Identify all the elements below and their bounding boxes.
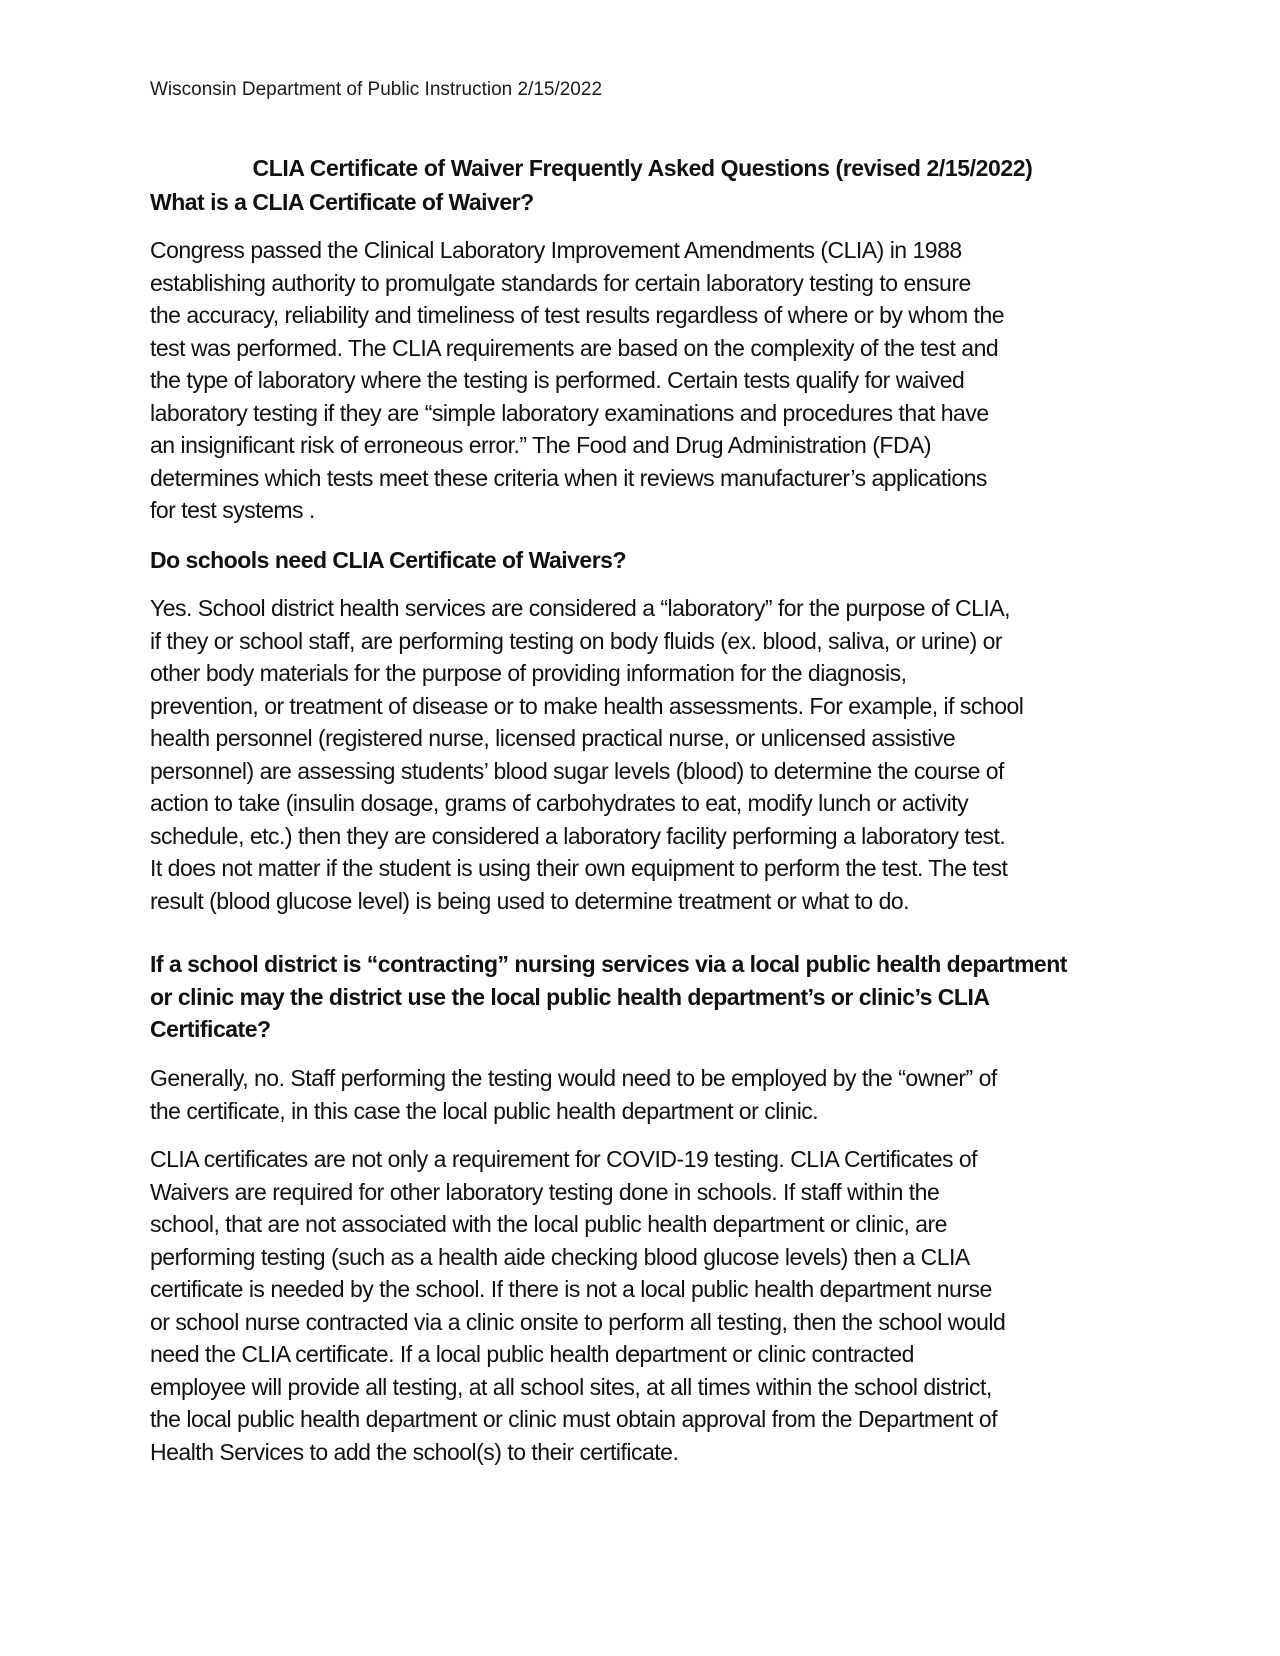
paragraph-line: Congress passed the Clinical Laboratory Improvement Amendments (CLIA) in 1988 xyxy=(150,237,962,263)
paragraph-line: Generally, no. Staff performing the testing would need to be employed by the “owner” of xyxy=(150,1065,997,1091)
paragraph-line: action to take (insulin dosage, grams of carbohydrates to eat, modify lunch or activity xyxy=(150,790,969,816)
paragraph-line: health personnel (registered nurse, licensed practical nurse, or unlicensed assistive xyxy=(150,725,956,751)
question-do-schools-need-waivers xyxy=(150,544,1135,577)
paragraph-line: Waivers are required for other laboratory testing done in schools. If staff within the xyxy=(150,1178,940,1205)
question-line: If a school district is “contracting” nursing services via a local public health department xyxy=(150,951,1067,977)
paragraph-line: for test systems . xyxy=(150,497,315,523)
question-line: Do schools need CLIA Certificate of Waivers? xyxy=(150,547,627,573)
paragraph-line: It does not matter if the student is using their own equipment to perform the test. The test xyxy=(150,855,1008,881)
paragraph-line: the certificate, in this case the local public health department or clinic. xyxy=(150,1097,819,1124)
running-header: Wisconsin Department of Public Instruction 2/15/2022 xyxy=(150,79,603,100)
answer-paragraph xyxy=(150,592,1135,917)
paragraph-line: if they or school staff, are performing testing on body fluids (ex. blood, saliva, or urine) or xyxy=(150,627,1003,654)
paragraph-line: result (blood glucose level) is being used to determine treatment or what to do. xyxy=(150,887,910,914)
paragraph-line: Health Services to add the school(s) to their certificate. xyxy=(150,1438,679,1465)
document-title: CLIA Certificate of Waiver Frequently Asked Questions (revised 2/15/2022) xyxy=(252,155,1033,181)
paragraph-line: an insignificant risk of erroneous error.” The Food and Drug Administration (FDA) xyxy=(150,432,932,458)
question-what-is-clia-waiver xyxy=(150,186,1135,219)
paragraph-line: the local public health department or clinic must obtain approval from the Department of xyxy=(150,1406,998,1432)
question-line: or clinic may the district use the local public health department’s or clinic’s CLIA xyxy=(150,983,990,1010)
paragraph-line: certificate is needed by the school. If there is not a local public health department nurse xyxy=(150,1276,992,1302)
paragraph-line: or school nurse contracted via a clinic onsite to perform all testing, then the school would xyxy=(150,1308,1006,1335)
question-line: Certificate? xyxy=(150,1016,271,1042)
paragraph-line: schedule, etc.) then they are considered a laboratory facility performing a laboratory test. xyxy=(150,822,1006,849)
paragraph-line: school, that are not associated with the local public health department or clinic, are xyxy=(150,1211,947,1237)
question-line: What is a CLIA Certificate of Waiver? xyxy=(150,189,534,215)
question-contracting-nursing-services xyxy=(150,948,1135,1046)
paragraph-line: determines which tests meet these criteria when it reviews manufacturer’s applications xyxy=(150,464,987,491)
paragraph-line: laboratory testing if they are “simple laboratory examinations and procedures that have xyxy=(150,399,989,426)
paragraph-line: establishing authority to promulgate standards for certain laboratory testing to ensure xyxy=(150,269,971,296)
paragraph-line: other body materials for the purpose of providing information for the diagnosis, xyxy=(150,660,907,686)
paragraph-line: employee will provide all testing, at all school sites, at all times within the school district, xyxy=(150,1373,992,1400)
paragraph-line: Yes. School district health services are considered a “laboratory” for the purpose of CLIA, xyxy=(150,595,1011,621)
answer-paragraph xyxy=(150,1143,1135,1468)
paragraph-line: the type of laboratory where the testing is performed. Certain tests qualify for waived xyxy=(150,367,965,393)
paragraph-line: prevention, or treatment of disease or to make health assessments. For example, if school xyxy=(150,692,1024,719)
paragraph-line: personnel) are assessing students’ blood sugar levels (blood) to determine the course of xyxy=(150,757,1004,784)
answer-paragraph xyxy=(150,234,1135,527)
paragraph-line: the accuracy, reliability and timeliness of test results regardless of where or by whom the xyxy=(150,302,1005,328)
paragraph-line: test was performed. The CLIA requirements are based on the complexity of the test and xyxy=(150,334,999,361)
paragraph-line: need the CLIA certificate. If a local public health department or clinic contracted xyxy=(150,1341,914,1367)
answer-paragraph xyxy=(150,1062,1135,1127)
paragraph-line: CLIA certificates are not only a requirement for COVID-19 testing. CLIA Certificates of xyxy=(150,1146,978,1172)
paragraph-line: performing testing (such as a health aide checking blood glucose levels) then a CLIA xyxy=(150,1243,970,1270)
